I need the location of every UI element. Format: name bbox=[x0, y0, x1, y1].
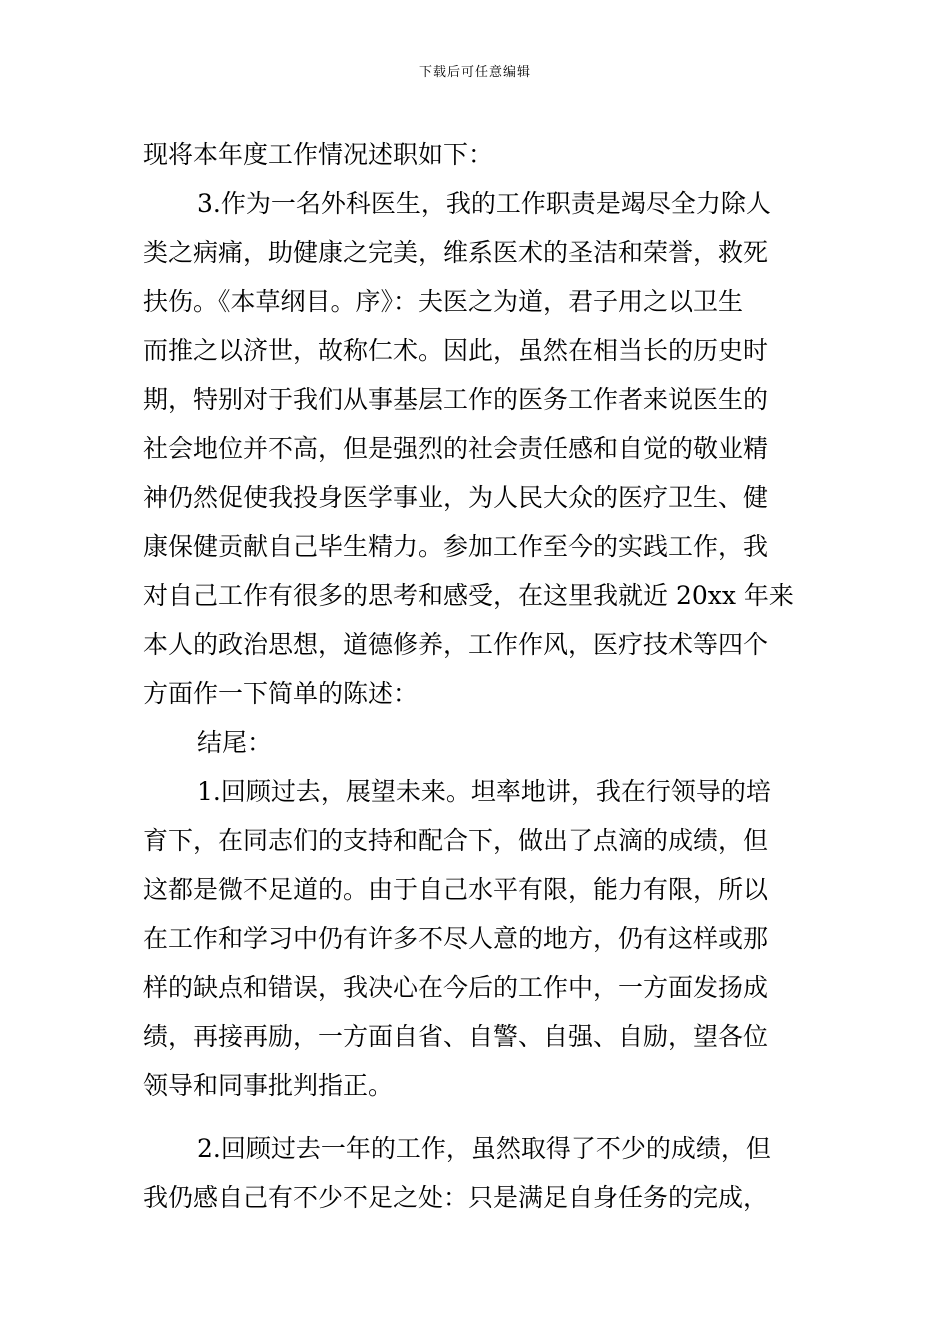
text-line: 本人的政治思想，道德修养，工作作风，医疗技术等四个 bbox=[143, 630, 769, 659]
text-line: 方面作一下简单的陈述： bbox=[143, 679, 419, 708]
text-line: 这都是微不足道的。由于自己水平有限，能力有限，所以 bbox=[143, 875, 769, 904]
text-line: 类之病痛，助健康之完美，维系医术的圣洁和荣誉，救死 bbox=[143, 238, 769, 267]
text-line: 领导和同事批判指正。 bbox=[143, 1071, 394, 1100]
document-body bbox=[143, 130, 808, 1222]
text-line: 育下，在同志们的支持和配合下，做出了点滴的成绩，但 bbox=[143, 826, 769, 855]
text-line: 扶伤。《本草纲目。序》：夫医之为道，君子用之以卫生 bbox=[143, 287, 744, 316]
text-line: 社会地位并不高，但是强烈的社会责任感和自觉的敬业精 bbox=[143, 434, 769, 463]
text-line: 绩，再接再励，一方面自省、自警、自强、自励，望各位 bbox=[143, 1022, 769, 1051]
text-line: 样的缺点和错误，我决心在今后的工作中，一方面发扬成 bbox=[143, 973, 769, 1002]
paragraph-spacer bbox=[143, 1110, 808, 1124]
section-heading: 结尾： bbox=[197, 728, 273, 757]
text-line: 2.回顾过去一年的工作，虽然取得了不少的成绩，但 bbox=[197, 1134, 771, 1163]
text-line: 康保健贡献自己毕生精力。参加工作至今的实践工作，我 bbox=[143, 532, 769, 561]
text-line: 1.回顾过去，展望未来。坦率地讲，我在行领导的培 bbox=[197, 777, 771, 806]
text-line: 而推之以济世，故称仁术。因此，虽然在相当长的历史时 bbox=[143, 336, 769, 365]
page-header: 下载后可任意编辑 bbox=[418, 65, 531, 80]
text-line: 在工作和学习中仍有许多不尽人意的地方，仍有这样或那 bbox=[143, 924, 769, 953]
text-line: 期，特别对于我们从事基层工作的医务工作者来说医生的 bbox=[143, 385, 769, 414]
text-line: 对自己工作有很多的思考和感受，在这里我就近 20xx 年来 bbox=[143, 581, 794, 610]
text-line: 神仍然促使我投身医学事业，为人民大众的医疗卫生、健 bbox=[143, 483, 769, 512]
text-line: 现将本年度工作情况述职如下： bbox=[143, 140, 494, 169]
text-line: 3.作为一名外科医生，我的工作职责是竭尽全力除人 bbox=[197, 189, 771, 218]
text-line: 我仍感自己有不少不足之处：只是满足自身任务的完成， bbox=[143, 1183, 769, 1212]
